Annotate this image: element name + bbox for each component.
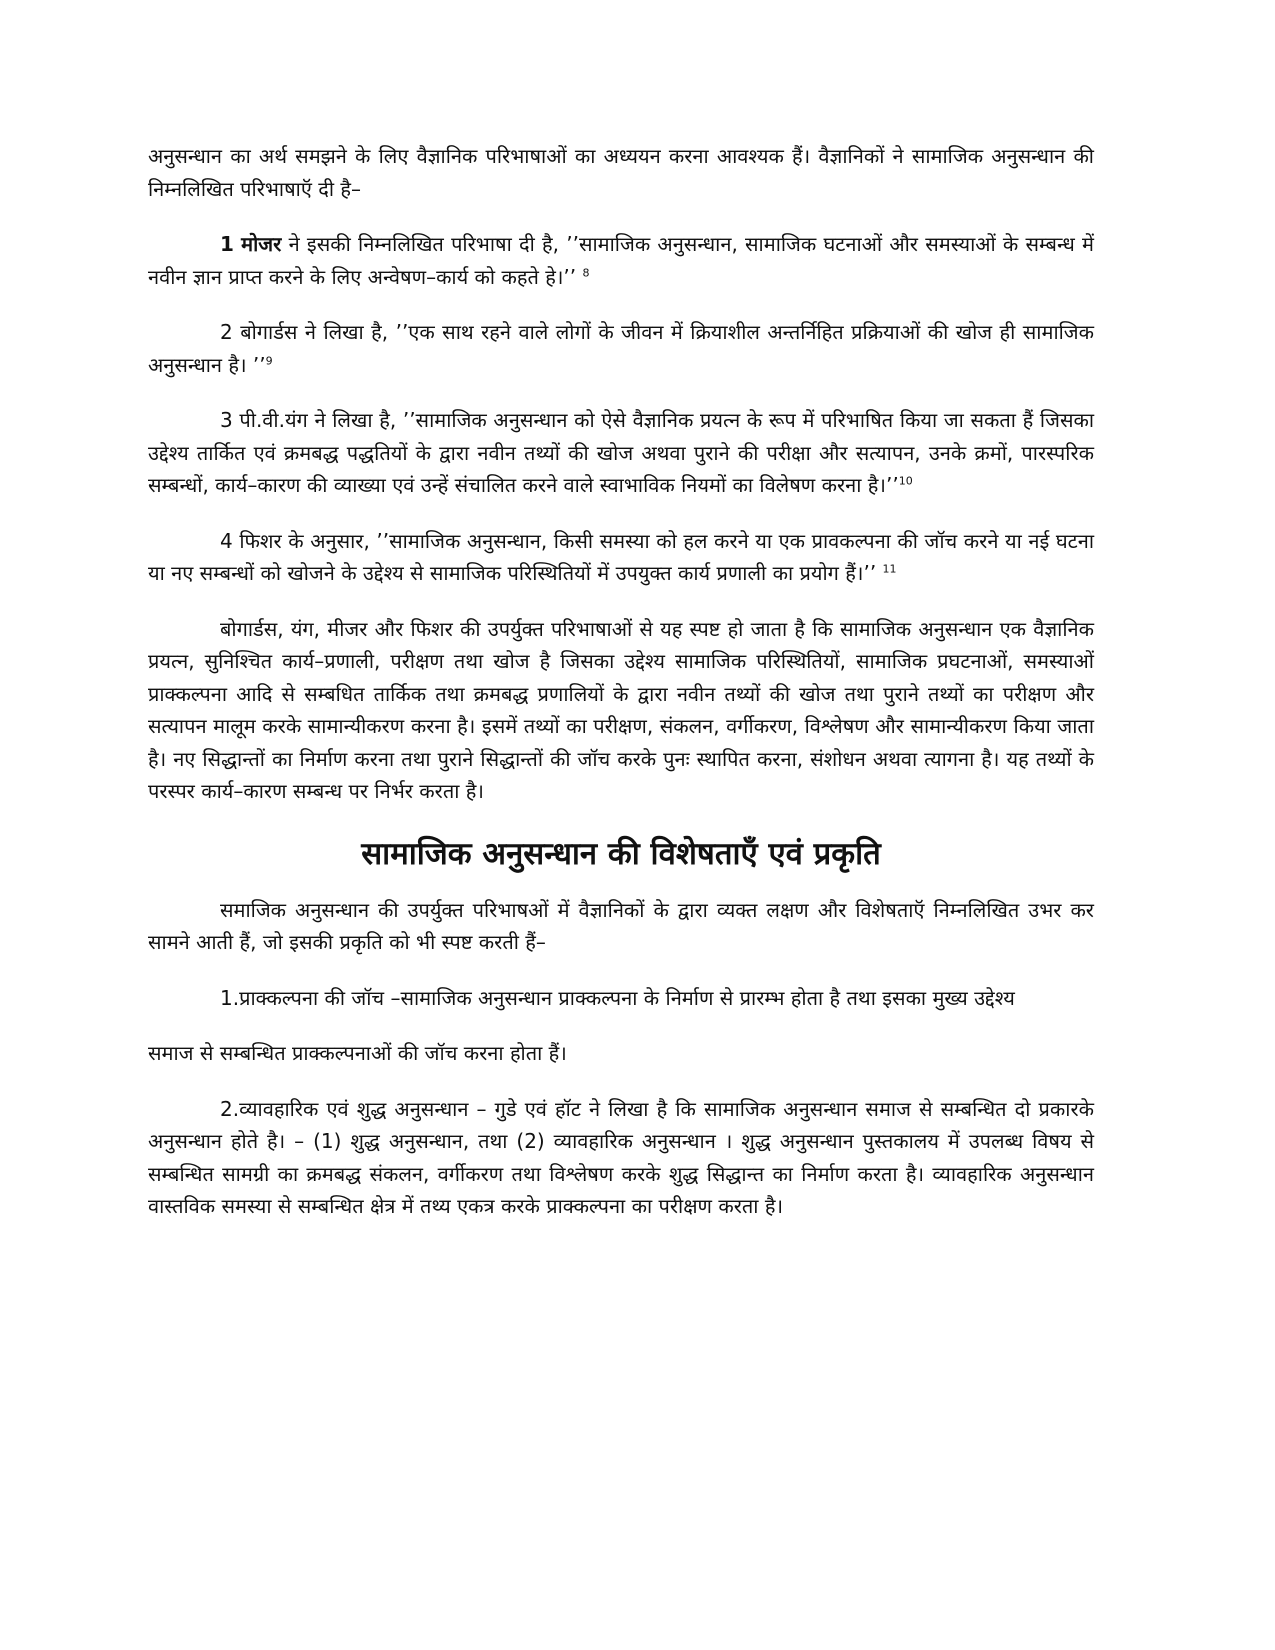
definition-author: मोजर (241, 232, 282, 256)
definition-author: फिशर (239, 528, 282, 553)
definition-author: पी.वी.यंग (239, 408, 308, 432)
point-hypothesis-testing: 1.प्राक्कल्पना की जॉच –सामाजिक अनुसन्धान प्राक्कल्पना के निर्माण से प्रारम्भ होता है तथा इसका मुख्य उद्देश्य (220, 985, 1015, 1010)
summary-paragraph: बोगार्डस, यंग, मीजर और फिशर की उपर्युक्त परिभाषाओं से यह स्पष्ट हो जाता है कि सामाजिक अनुसन्धान एक वैज्ञानिक प्रयत्न, सुनिश्चित कार्य–प्रणाली, परीक्षण तथा खोज है जिसका उद्देश्य सामाजिक परिस्थितियों, सामाजिक प्रघटनाओं, समस्याओं प्राक्कल्पना आदि से सम्बधित तार्किक तथा क्रमबद्ध प्रणालियों के द्वारा नवीन तथ्यों की खोज तथा पुराने तथ्यों का परीक्षण और सत्यापन मालूम करके सामान्यीकरण करना है। इसमें तथ्यों का परीक्षण, संकलन, वर्गीकरण, विश्लेषण और सामान्यीकरण किया जाता है। नए सिद्धान्तों का निर्माण करना तथा पुराने सिद्धान्तों की जॉच करके पुनः स्थापित करना, संशोधन अथवा त्यागना है। यह तथ्यों के परस्पर कार्य–कारण सम्बन्ध पर निर्भर करता है। (148, 616, 1094, 803)
definition-text: ने लिखा है, ’’एक साथ रहने वाले लोगों के जीवन में क्रियाशील अन्तर्निहित प्रक्रियाओं की खोज ही सामाजिक अनुसन्धान है। ’’ (148, 320, 1095, 377)
definition-text: ने इसकी निम्नलिखित परिभाषा दी है, ’’सामाजिक अनुसन्धान, सामाजिक घटनाओं और समस्याओं के सम्बन्ध में नवीन ज्ञान प्राप्त करने के लिए अन्वेषण–कार्य को कहते हे।’’ (148, 232, 1095, 289)
footnote-ref: 9 (265, 353, 273, 367)
point-hypothesis-continuation: समाज से सम्बन्धित प्राक्कल्पनाओं की जॉच करना होता हैं। (148, 1041, 567, 1065)
document-page (148, 140, 1094, 1223)
footnote-ref: 10 (898, 474, 913, 488)
definition-moser (148, 228, 1094, 293)
definition-author: बोगार्डस (240, 320, 298, 344)
definition-number: 2 (220, 320, 233, 344)
section-heading: सामाजिक अनुसन्धान की विशेषताऍं एवं प्रकृति (361, 835, 881, 872)
definition-text: ने लिखा है, ’’सामाजिक अनुसन्धान को ऐसे वैज्ञानिक प्रयत्न के रूप में परिभाषित किया जा सकता हैं जिसका उद्देश्य तार्कित एवं क्रमबद्ध पद्धतियों के द्वारा नवीन तथ्यों की खोज अथवा पुराने की परीक्षा और सत्यापन, उनके क्रमों, पारस्परिक सम्बन्धों, कार्य–कारण की व्याख्या एवं उन्हें संचालित करने वाले स्वाभाविक नियमों का विलेषण करना है।’’ (148, 408, 1094, 497)
definition-fisher (148, 525, 1094, 590)
definition-text: के अनुसार, ’’सामाजिक अनुसन्धान, किसी समस्या को हल करने या एक प्रावकल्पना की जॉच करने या नई घटना या नए सम्बन्धों को खोजने के उद्देश्य से सामाजिक परिस्थितियों में उपयुक्त कार्य प्रणाली का प्रयोग हैं।’’ (148, 528, 1095, 585)
point-applied-pure-research: 2.व्यावहारिक एवं शुद्ध अनुसन्धान – गुडे एवं हॉट ने लिखा है कि सामाजिक अनुसन्धान समाज से सम्बन्धित दो प्रकारके अनुसन्धान होते है। – (1) शुद्ध अनुसन्धान, तथा (2) व्यावहारिक अनुसन्धान । शुद्ध अनुसन्धान पुस्तकालय में उपलब्ध विषय से सम्बन्धित सामग्री का क्रमबद्ध संकलन, वर्गीकरण तथा विश्लेषण करके शुद्ध सिद्धान्त का निर्माण करता है। व्यावहारिक अनुसन्धान वास्तविक समस्या से सम्बन्धित क्षेत्र में तथ्य एकत्र करके प्राक्कल्पना का परीक्षण करता है। (148, 1096, 1094, 1218)
definition-number: 4 (220, 528, 233, 553)
definition-number: 3 (220, 408, 233, 432)
definition-young (148, 404, 1094, 502)
section-intro: समाजिक अनुसन्धान की उपर्युक्त परिभाषओं में वैज्ञानिकों के द्वारा व्यक्त लक्षण और विशेषताऍ निम्नलिखित उभर कर सामने आती हैं, जो इसकी प्रकृति को भी स्पष्ट करती हैं– (148, 897, 1094, 954)
footnote-ref: 11 (882, 562, 897, 576)
definition-bogardus (148, 316, 1094, 381)
definition-number: 1 (220, 232, 234, 256)
intro-paragraph: अनुसन्धान का अर्थ समझने के लिए वैज्ञानिक परिभाषाओं का अध्ययन करना आवश्यक हैं। वैज्ञानिकों ने सामाजिक अनुसन्धान की निम्नलिखित परिभाषाऍ दी है– (148, 144, 1094, 201)
footnote-ref: 8 (582, 265, 590, 279)
